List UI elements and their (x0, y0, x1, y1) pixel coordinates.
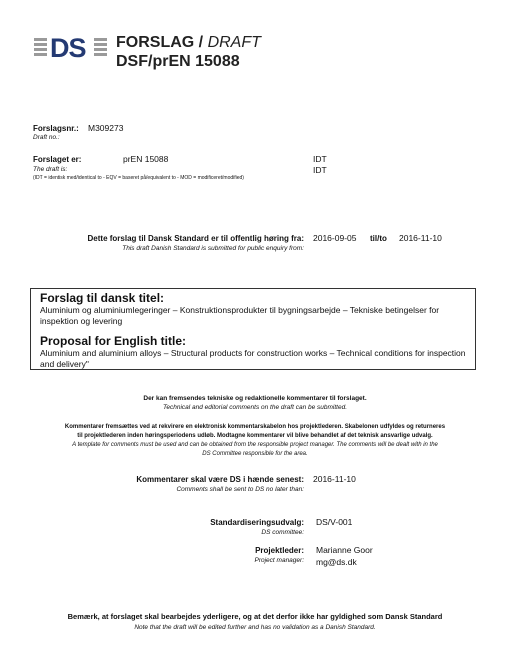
draft-is-label-en: The draft is: (33, 166, 68, 173)
deadline-label-en: Comments shall be sent to DS no later than: (176, 486, 304, 493)
document-type-title (116, 34, 261, 52)
manager-label: Projektleder: (255, 546, 304, 555)
manager-label-en: Project manager: (254, 557, 304, 564)
comments-line-en: Technical and editorial comments on the draft can be submitted. (162, 404, 348, 411)
draft-no-label-en: Draft no.: (33, 134, 60, 141)
hearing-to-label: til/to (370, 234, 387, 243)
title-draft: DRAFT (207, 34, 261, 51)
hearing-from-date: 2016-09-05 (313, 233, 357, 243)
deadline-date: 2016-11-10 (313, 474, 356, 484)
committee-label: Standardiseringsudvalg: (210, 518, 304, 527)
logo-stripes-right (94, 38, 107, 58)
draft-no-value: M309273 (88, 123, 124, 133)
comments-para-en-line-2: DS Committee responsible for the area. (202, 451, 308, 457)
hearing-label-en: This draft Danish Standard is submitted for public enquiry from: (122, 245, 304, 252)
comments-line: Der kan fremsendes tekniske og redaktionelle kommentarer til forslaget. (143, 395, 367, 402)
committee-label-en: DS committee: (261, 529, 304, 536)
english-title-heading: Proposal for English title: (40, 334, 187, 348)
idt-legend: (IDT = identisk med/identical to - EQV = baseret på/equivalent to - MOD = modificeret/modified) (33, 175, 244, 181)
idt-code-2: IDT (313, 165, 327, 175)
title-forslag: FORSLAG / (116, 34, 204, 51)
comments-para-line-2: til projektlederen inden høringsperiodens udløb. Modtagne kommentarer vil blive behandlet af det teknisk ansvarlige udvalg. (77, 433, 433, 439)
comments-para-en-line-1: A template for comments must be used and can be obtained from the responsible project manager. The comments will be dealt with in the (72, 442, 438, 448)
logo-stripes-left (34, 38, 47, 58)
logo-letters: DS (50, 33, 86, 63)
comments-para-line-1: Kommentarer fremsættes ved at rekvirere en elektronisk kommentarskabelon hos projektlederen. Skabelonen udfyldes og returneres (64, 424, 446, 430)
deadline-label: Kommentarer skal være DS i hænde senest: (136, 475, 304, 484)
hearing-to-date: 2016-11-10 (399, 233, 442, 243)
manager-email[interactable]: mg@ds.dk (316, 557, 357, 567)
idt-code-1: IDT (313, 154, 327, 164)
ds-logo (34, 33, 110, 63)
standard-title: DSF/prEN 15088 (116, 53, 240, 70)
danish-title-text: Aluminium og aluminiumlegeringer – Konstruktionsprodukter til bygningsarbejde – Tekniske betingelser for inspektion og levering (40, 305, 440, 326)
english-title-text: Aluminium and aluminium alloys – Structural products for construction works – Technical conditions for inspection and delivery" (40, 348, 466, 369)
draft-is-label: Forslaget er: (33, 155, 82, 164)
draft-is-value: prEN 15088 (123, 154, 169, 164)
title-box (30, 288, 476, 370)
hearing-label: Dette forslag til Dansk Standard er til offentlig høring fra: (87, 234, 304, 243)
danish-title-heading: Forslag til dansk titel: (40, 291, 165, 305)
footer-note-en: Note that the draft will be edited further and has no validation as a Danish Standard. (134, 624, 376, 631)
manager-name: Marianne Goor (316, 545, 373, 555)
draft-no-label: Forslagsnr.: (33, 124, 79, 133)
committee-value: DS/V-001 (316, 517, 353, 527)
footer-note: Bemærk, at forslaget skal bearbejdes yderligere, og at det derfor ikke har gyldighed som Dansk Standard (67, 612, 443, 621)
